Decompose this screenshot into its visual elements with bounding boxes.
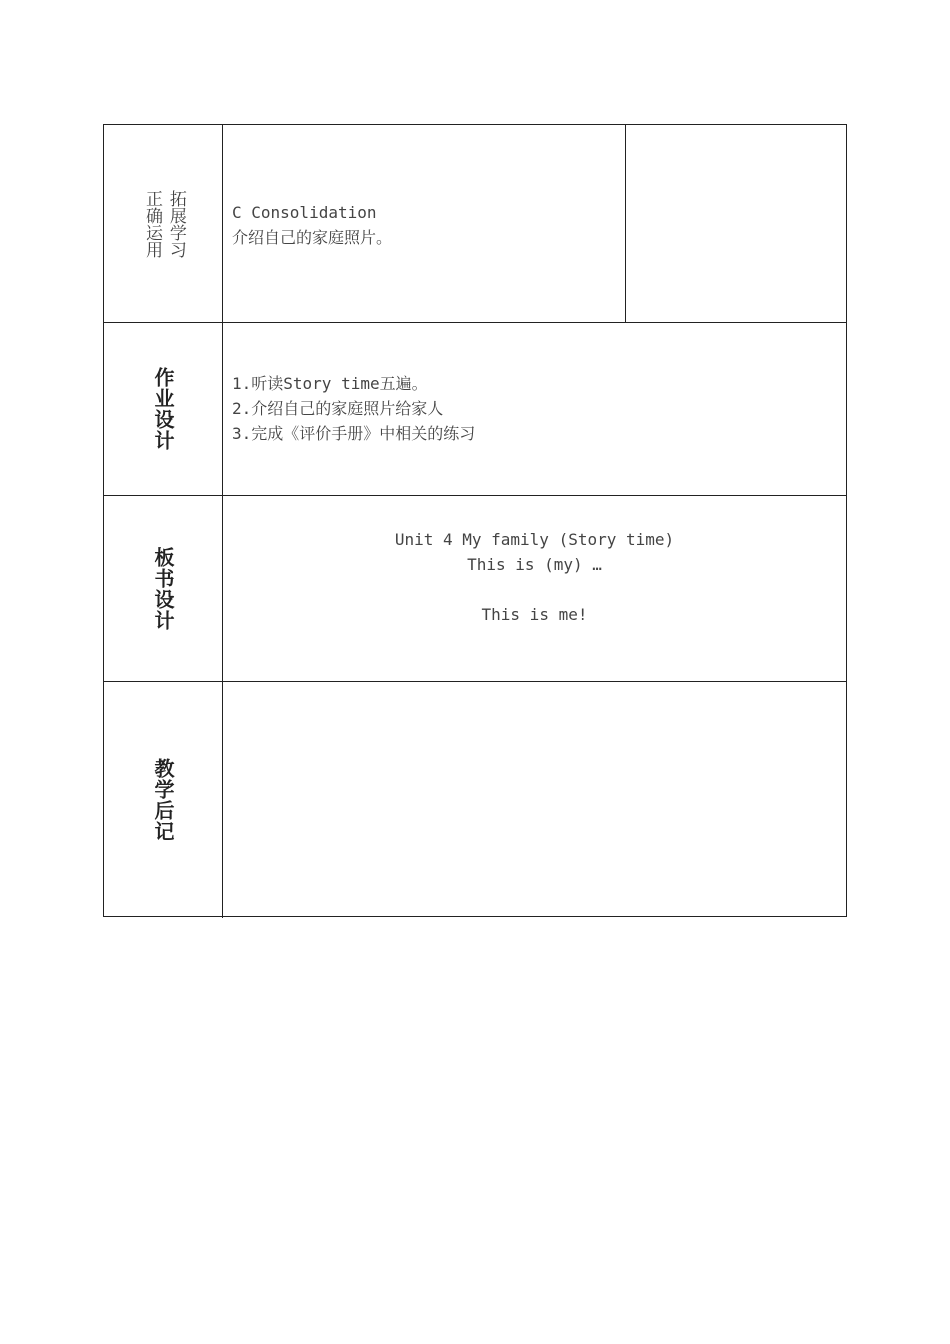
row-label-text: 教学后记 — [151, 758, 175, 842]
row-label-text: 作业设计 — [151, 367, 175, 451]
content-line: Unit 4 My family (Story time) — [394, 530, 675, 549]
row-consolidation — [104, 125, 846, 323]
column-divider — [625, 125, 626, 322]
content-line: 介绍自己的家庭照片。 — [232, 228, 393, 247]
row-label — [104, 323, 223, 495]
label-part-2: 正确运用 — [142, 189, 162, 258]
row-label — [104, 125, 223, 322]
content-line: 3.完成《评价手册》中相关的练习 — [232, 424, 476, 443]
content-text — [223, 527, 846, 627]
row-label — [104, 496, 223, 681]
row-content — [223, 682, 846, 918]
content-text — [232, 371, 475, 446]
row-content — [223, 496, 846, 681]
row-board-design — [104, 496, 846, 682]
content-line: This is (my) … — [467, 555, 602, 574]
row-teaching-reflection — [104, 682, 846, 918]
row-label-text — [142, 190, 184, 258]
content-text — [232, 200, 392, 250]
label-part-1: 拓展学习 — [165, 189, 186, 258]
content-line: C Consolidation — [232, 203, 377, 222]
row-content — [223, 125, 846, 322]
content-line: 1.听读Story time五遍。 — [232, 374, 428, 393]
row-content — [223, 323, 846, 495]
row-label — [104, 682, 223, 918]
content-line: This is me! — [481, 605, 588, 624]
content-line: 2.介绍自己的家庭照片给家人 — [232, 399, 444, 418]
lesson-plan-table — [103, 124, 847, 917]
row-homework — [104, 323, 846, 496]
row-label-text: 板书设计 — [151, 546, 175, 631]
